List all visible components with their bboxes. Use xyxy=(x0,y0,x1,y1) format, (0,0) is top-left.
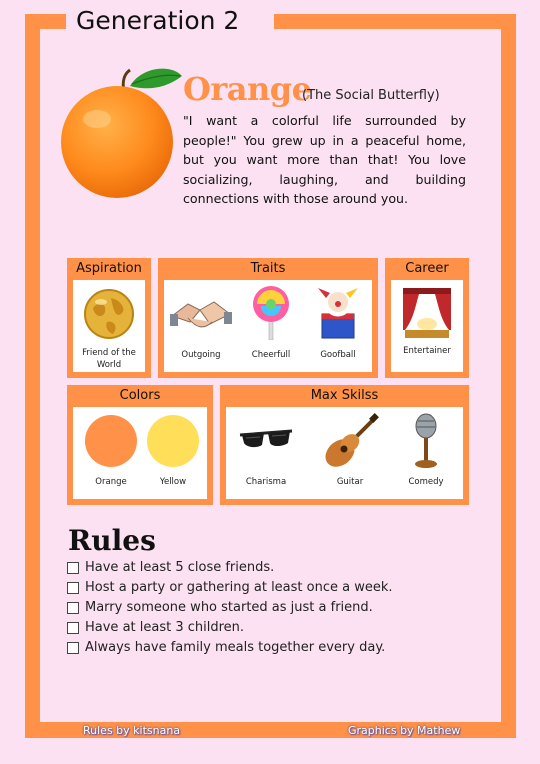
colors-header: Colors xyxy=(119,388,161,403)
color-swatch-orange xyxy=(85,415,137,467)
rule-checkbox[interactable] xyxy=(67,602,79,614)
skill-label: Comedy xyxy=(408,477,444,487)
aspiration-label: Friend of the World xyxy=(82,348,136,370)
traits-panel xyxy=(158,258,378,378)
rule-checkbox[interactable] xyxy=(67,582,79,594)
colors-body xyxy=(73,407,207,499)
rule-checkbox[interactable] xyxy=(67,562,79,574)
colors-panel xyxy=(67,385,213,505)
orange-fruit-icon xyxy=(52,64,182,198)
rule-item xyxy=(67,598,393,618)
stage-curtain-icon xyxy=(399,284,455,340)
skills-panel xyxy=(220,385,469,505)
trait-label: Goofball xyxy=(320,350,356,360)
lollipop-icon xyxy=(245,284,297,340)
rule-item xyxy=(67,558,393,578)
microphone-icon xyxy=(406,413,446,469)
trait-label: Outgoing xyxy=(181,350,221,360)
color-label: Orange xyxy=(95,477,127,487)
character-description: "I want a colorful life surrounded by people!" You grew up in a peaceful home, but you want more than that! You love socializing, laughing, and building connections with those around you. xyxy=(183,113,466,206)
skill-label: Guitar xyxy=(336,477,364,487)
rule-item xyxy=(67,578,393,598)
skills-body xyxy=(226,407,463,499)
skill-label: Charisma xyxy=(245,477,287,487)
career-item xyxy=(393,284,461,356)
color-label: Yellow xyxy=(159,477,187,487)
sunglasses-icon xyxy=(236,413,296,469)
rule-text: Marry someone who started as just a friend. xyxy=(85,600,373,615)
rule-item xyxy=(67,638,393,658)
color-swatch-item xyxy=(141,415,205,487)
career-label: Entertainer xyxy=(403,346,451,356)
rules-title: Rules xyxy=(68,524,156,557)
skill-item xyxy=(230,413,302,487)
character-subtitle: (The Social Butterfly) xyxy=(302,88,440,103)
aspiration-item xyxy=(75,288,143,371)
skill-item xyxy=(390,413,462,487)
traits-body xyxy=(164,280,372,372)
trait-item xyxy=(306,284,370,360)
color-swatch-yellow xyxy=(147,415,199,467)
rule-text: Host a party or gathering at least once a week. xyxy=(85,580,393,595)
color-swatch-item xyxy=(79,415,143,487)
guitar-icon xyxy=(320,413,380,469)
skills-header: Max Skilss xyxy=(310,388,379,403)
rule-text: Have at least 3 children. xyxy=(85,620,245,635)
rule-checkbox[interactable] xyxy=(67,622,79,634)
aspiration-body xyxy=(73,280,145,372)
career-panel xyxy=(385,258,469,378)
traits-header: Traits xyxy=(250,261,286,276)
credit-rules: Rules by kitsnana xyxy=(83,724,181,737)
generation-title: Generation 2 xyxy=(66,4,274,38)
aspiration-panel xyxy=(67,258,151,378)
career-body xyxy=(391,280,463,372)
globe-icon xyxy=(83,288,135,340)
rules-list xyxy=(67,558,393,658)
credit-graphics: Graphics by Mathew xyxy=(348,724,461,737)
trait-label: Cheerfull xyxy=(251,350,291,360)
jack-in-the-box-icon xyxy=(312,284,364,340)
skill-item xyxy=(314,413,386,487)
aspiration-header: Aspiration xyxy=(76,261,142,276)
character-name: Orange xyxy=(183,70,312,108)
trait-item xyxy=(168,288,234,360)
career-header: Career xyxy=(405,261,449,276)
rule-text: Have at least 5 close friends. xyxy=(85,560,275,575)
rule-checkbox[interactable] xyxy=(67,642,79,654)
rule-text: Always have family meals together every day. xyxy=(85,640,386,655)
rule-item xyxy=(67,618,393,638)
trait-item xyxy=(238,284,304,360)
handshake-icon xyxy=(170,288,232,340)
